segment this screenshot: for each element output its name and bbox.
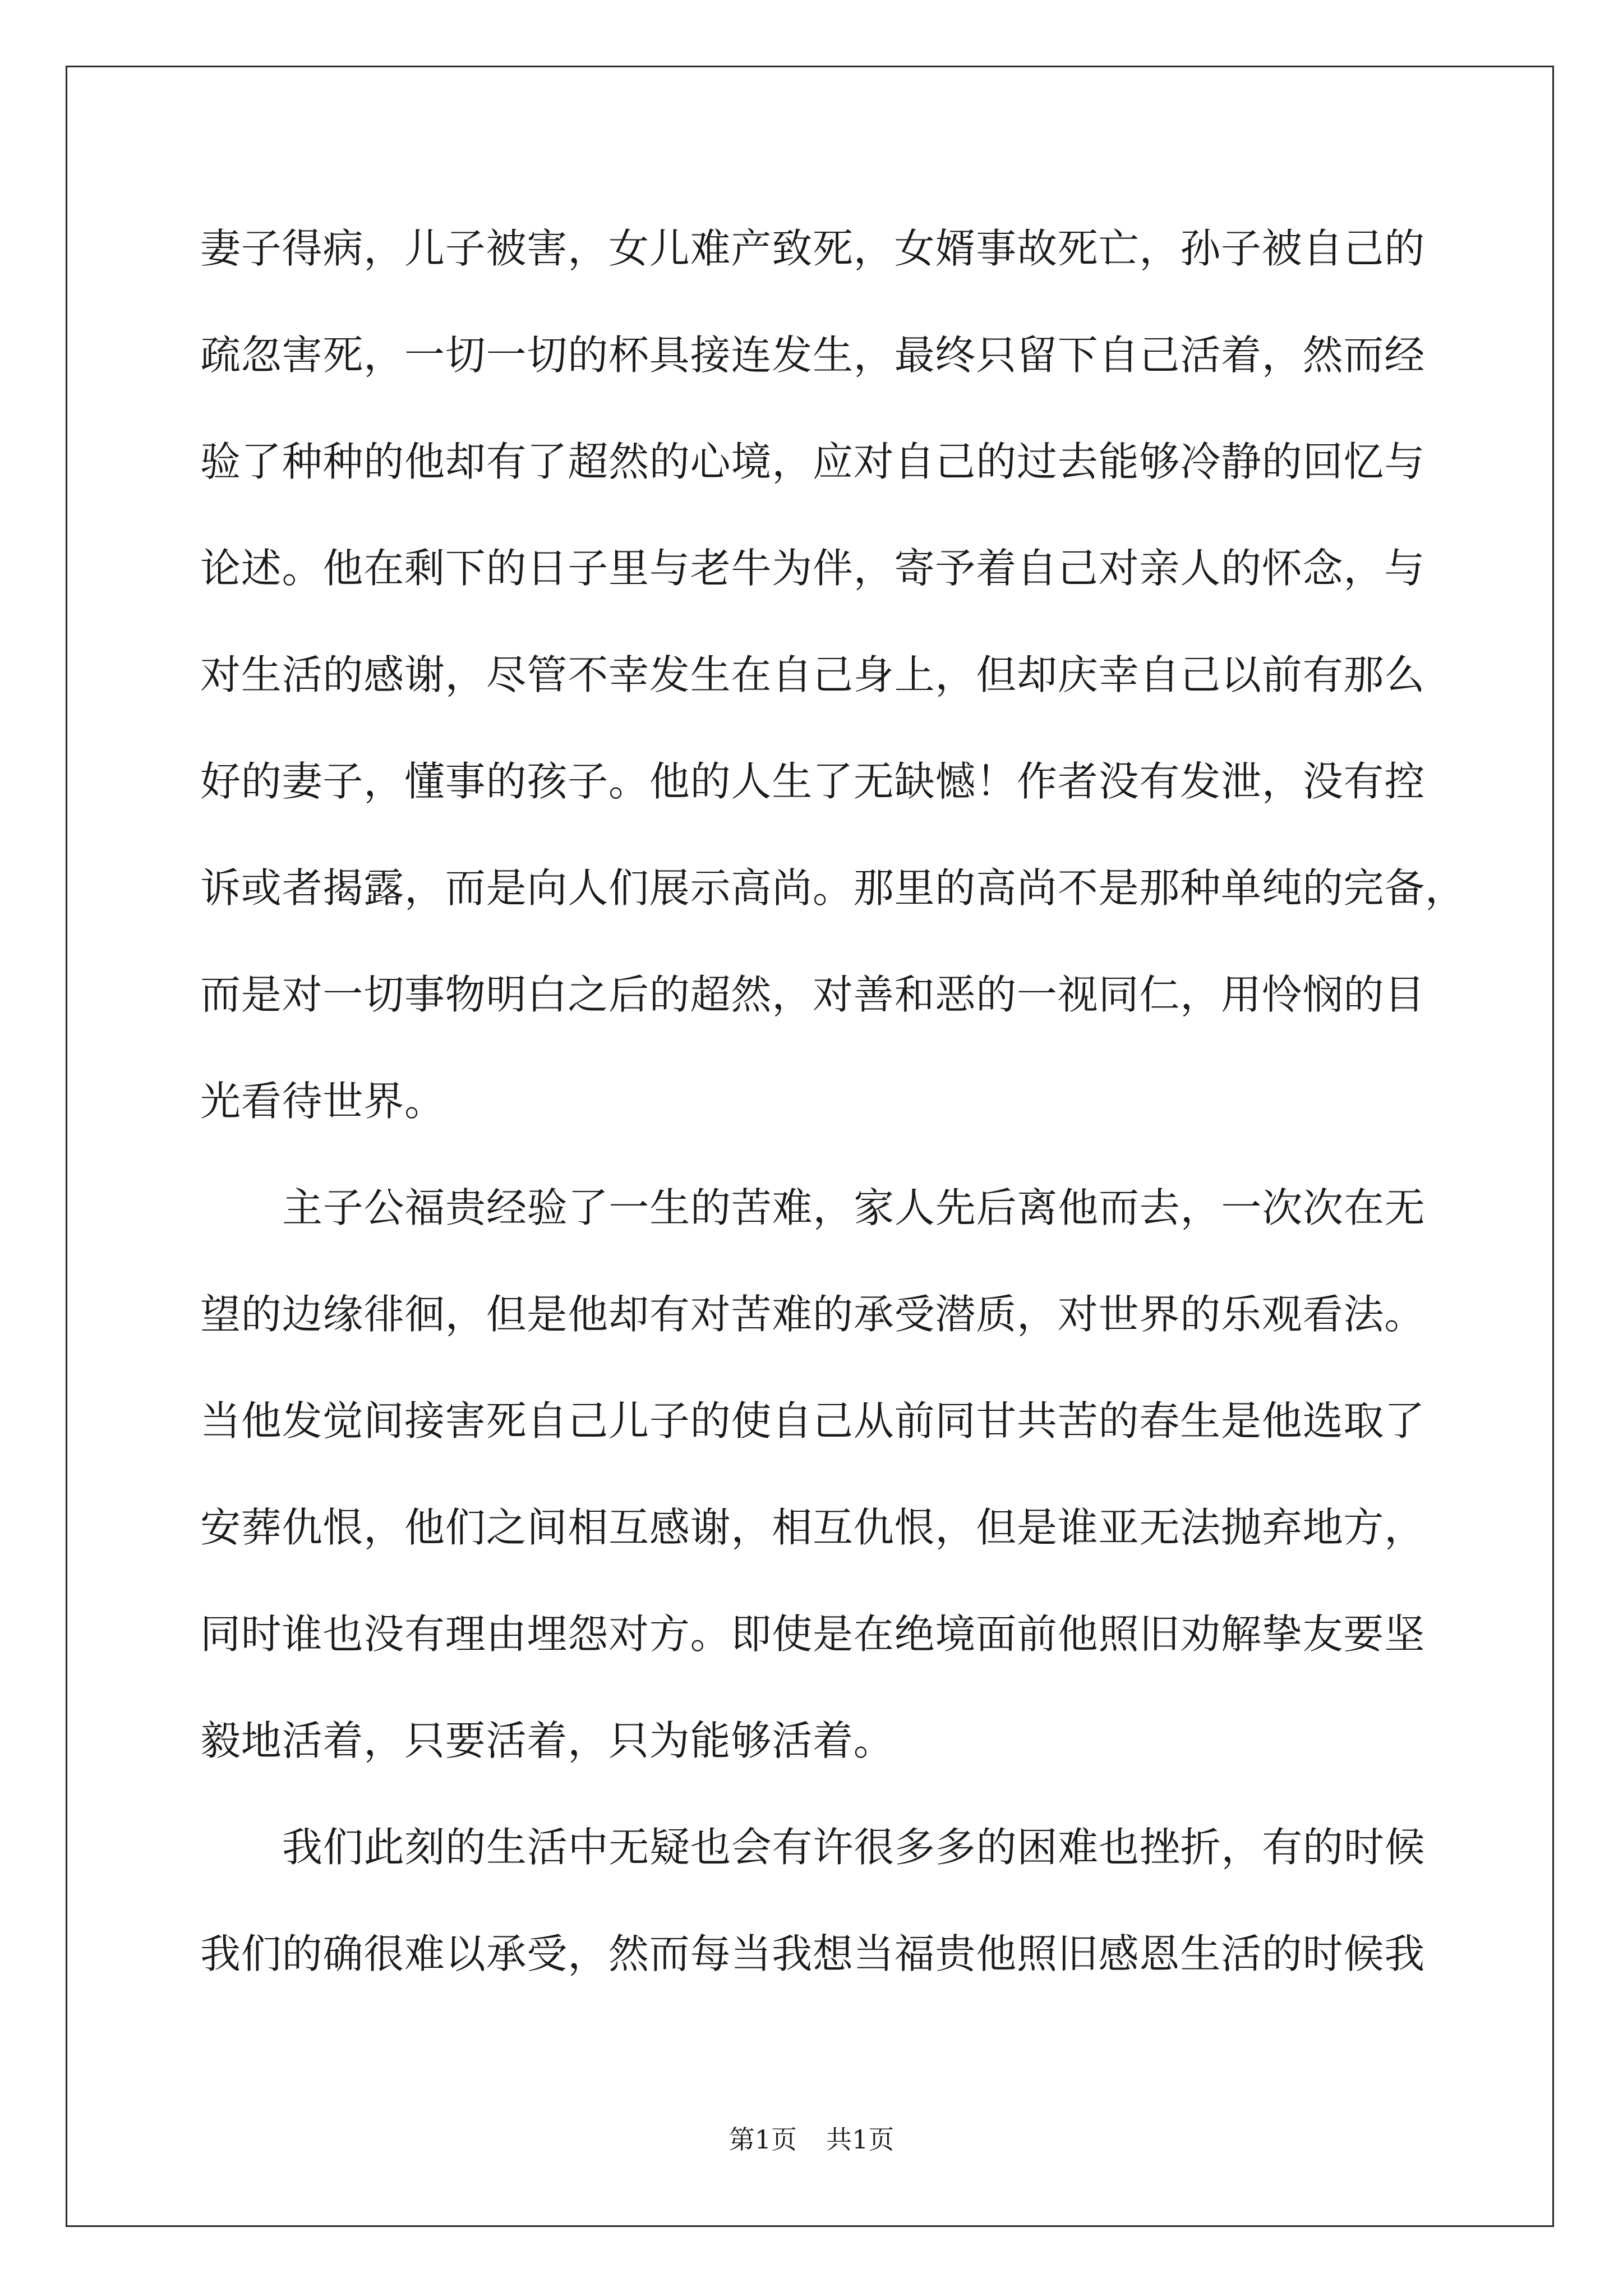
text-line: 主子公福贵经验了一生的苦难，家人先后离他而去，一次次在无 bbox=[282, 1184, 1426, 1231]
paragraph bbox=[200, 1154, 1490, 1794]
text-line: 诉或者揭露，而是向人们展示高尚。那里的高尚不是那种单纯的完备， bbox=[200, 864, 1466, 912]
page-number: 第1页 bbox=[728, 2124, 797, 2155]
text-line: 望的边缘徘徊，但是他却有对苦难的承受潜质，对世界的乐观看法。 bbox=[200, 1291, 1426, 1338]
text-line: 验了种种的他却有了超然的心境，应对自己的过去能够冷静的回忆与 bbox=[200, 438, 1426, 485]
text-line: 我们此刻的生活中无疑也会有许很多多的困难也挫折，有的时候 bbox=[282, 1824, 1426, 1871]
text-line: 而是对一切事物明白之后的超然，对善和恶的一视同仁，用怜悯的目 bbox=[200, 971, 1426, 1018]
document-body bbox=[200, 195, 1490, 2007]
text-line: 同时谁也没有理由埋怨对方。即使是在绝境面前他照旧劝解挚友要坚 bbox=[200, 1611, 1426, 1658]
page-total: 共1页 bbox=[826, 2124, 895, 2155]
text-line: 光看待世界。 bbox=[200, 1078, 445, 1125]
page-footer bbox=[0, 2123, 1623, 2156]
text-line: 安葬仇恨，他们之间相互感谢，相互仇恨，但是谁亚无法抛弃地方， bbox=[200, 1504, 1426, 1551]
text-line: 对生活的感谢，尽管不幸发生在自己身上，但却庆幸自己以前有那么 bbox=[200, 651, 1426, 698]
text-line: 当他发觉间接害死自己儿子的使自己从前同甘共苦的春生是他选取了 bbox=[200, 1397, 1426, 1444]
paragraph bbox=[200, 1794, 1490, 2007]
paragraph bbox=[200, 195, 1490, 1154]
text-line: 毅地活着，只要活着，只为能够活着。 bbox=[200, 1717, 895, 1764]
text-line: 疏忽害死，一切一切的杯具接连发生，最终只留下自己活着，然而经 bbox=[200, 332, 1426, 379]
text-line: 我们的确很难以承受，然而每当我想当福贵他照旧感恩生活的时候我 bbox=[200, 1930, 1426, 1977]
text-line: 论述。他在剩下的日子里与老牛为伴，寄予着自己对亲人的怀念，与 bbox=[200, 545, 1426, 592]
text-line: 妻子得病，儿子被害，女儿难产致死，女婿事故死亡，孙子被自己的 bbox=[200, 225, 1426, 272]
text-line: 好的妻子，懂事的孩子。他的人生了无缺憾！作者没有发泄，没有控 bbox=[200, 758, 1426, 805]
